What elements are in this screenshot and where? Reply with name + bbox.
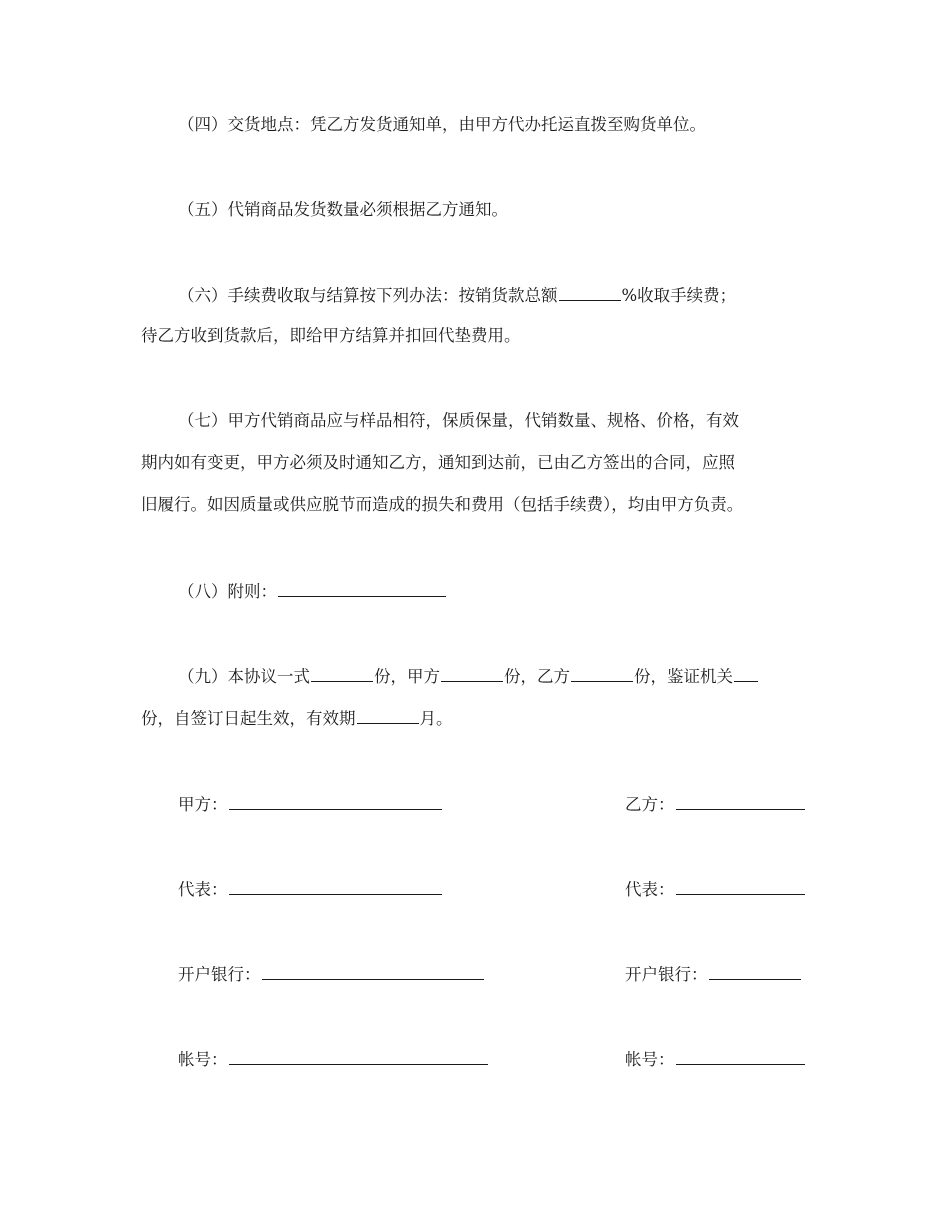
clause-7 <box>178 409 739 433</box>
fee-rate-blank[interactable] <box>559 283 621 301</box>
clause-7-line-1: （七）甲方代销商品应与样品相符，保质保量，代销数量、规格、价格，有效 <box>178 411 739 430</box>
party-b-label: 乙方： <box>625 795 675 814</box>
acct-b-blank[interactable] <box>676 1047 805 1065</box>
bank-a-field <box>178 962 485 986</box>
acct-a-label: 帐号： <box>178 1050 228 1069</box>
clause-6-text-b: %收取手续费； <box>621 286 737 305</box>
rep-b-label: 代表： <box>625 880 675 899</box>
rep-b-field <box>625 877 806 901</box>
clause-9-cont <box>141 706 453 730</box>
bank-a-label: 开户银行： <box>178 965 261 984</box>
clause-6-text-c: 待乙方收到货款后，即给甲方结算并扣回代垫费用。 <box>141 326 521 345</box>
party-a-field <box>178 792 443 816</box>
copies-authority-blank[interactable] <box>734 664 758 682</box>
clause-7-line-2: 期内如有变更，甲方必须及时通知乙方，通知到达前，已由乙方签出的合同，应照 <box>141 453 735 472</box>
acct-a-field <box>178 1047 489 1071</box>
clause-4 <box>178 113 706 137</box>
clause-4-text: （四）交货地点：凭乙方发货通知单，由甲方代办托运直拨至购货单位。 <box>178 115 706 134</box>
clause-6 <box>178 283 736 307</box>
clause-9-text-f: 月。 <box>419 709 453 728</box>
party-b-field <box>625 792 806 816</box>
clause-9-text-e: 份，自签订日起生效，有效期 <box>141 709 356 728</box>
acct-b-label: 帐号： <box>625 1050 675 1069</box>
clause-8 <box>178 579 447 603</box>
clause-7-cont-2 <box>141 493 743 517</box>
bank-b-blank[interactable] <box>709 962 801 980</box>
clause-9-text-b: 份，甲方 <box>374 667 440 686</box>
copies-total-blank[interactable] <box>311 664 373 682</box>
validity-blank[interactable] <box>357 706 419 724</box>
acct-b-field <box>625 1047 806 1071</box>
clause-9-text-a: （九）本协议一式 <box>178 667 310 686</box>
copies-party-a-blank[interactable] <box>441 664 503 682</box>
rep-a-field <box>178 877 443 901</box>
bank-b-field <box>625 962 802 986</box>
clause-8-text: （八）附则： <box>178 582 277 601</box>
clause-9-text-c: 份，乙方 <box>504 667 570 686</box>
clause-5 <box>178 198 508 222</box>
clause-9 <box>178 664 759 688</box>
clause-6-cont <box>141 324 521 348</box>
copies-party-b-blank[interactable] <box>571 664 633 682</box>
clause-5-text: （五）代销商品发货数量必须根据乙方通知。 <box>178 200 508 219</box>
rep-b-blank[interactable] <box>676 877 805 895</box>
clause-7-cont-1 <box>141 451 735 475</box>
bank-a-blank[interactable] <box>262 962 484 980</box>
party-a-blank[interactable] <box>229 792 442 810</box>
acct-a-blank[interactable] <box>229 1047 488 1065</box>
clause-7-line-3: 旧履行。如因质量或供应脱节而造成的损失和费用（包括手续费），均由甲方负责。 <box>141 495 744 514</box>
party-b-blank[interactable] <box>676 792 805 810</box>
clause-6-text: （六）手续费收取与结算按下列办法：按销货款总额 <box>178 286 558 305</box>
rep-a-blank[interactable] <box>229 877 442 895</box>
appendix-blank[interactable] <box>278 579 446 597</box>
rep-a-label: 代表： <box>178 880 228 899</box>
clause-9-text-d: 份，鉴证机关 <box>634 667 733 686</box>
party-a-label: 甲方： <box>178 795 228 814</box>
bank-b-label: 开户银行： <box>625 965 708 984</box>
